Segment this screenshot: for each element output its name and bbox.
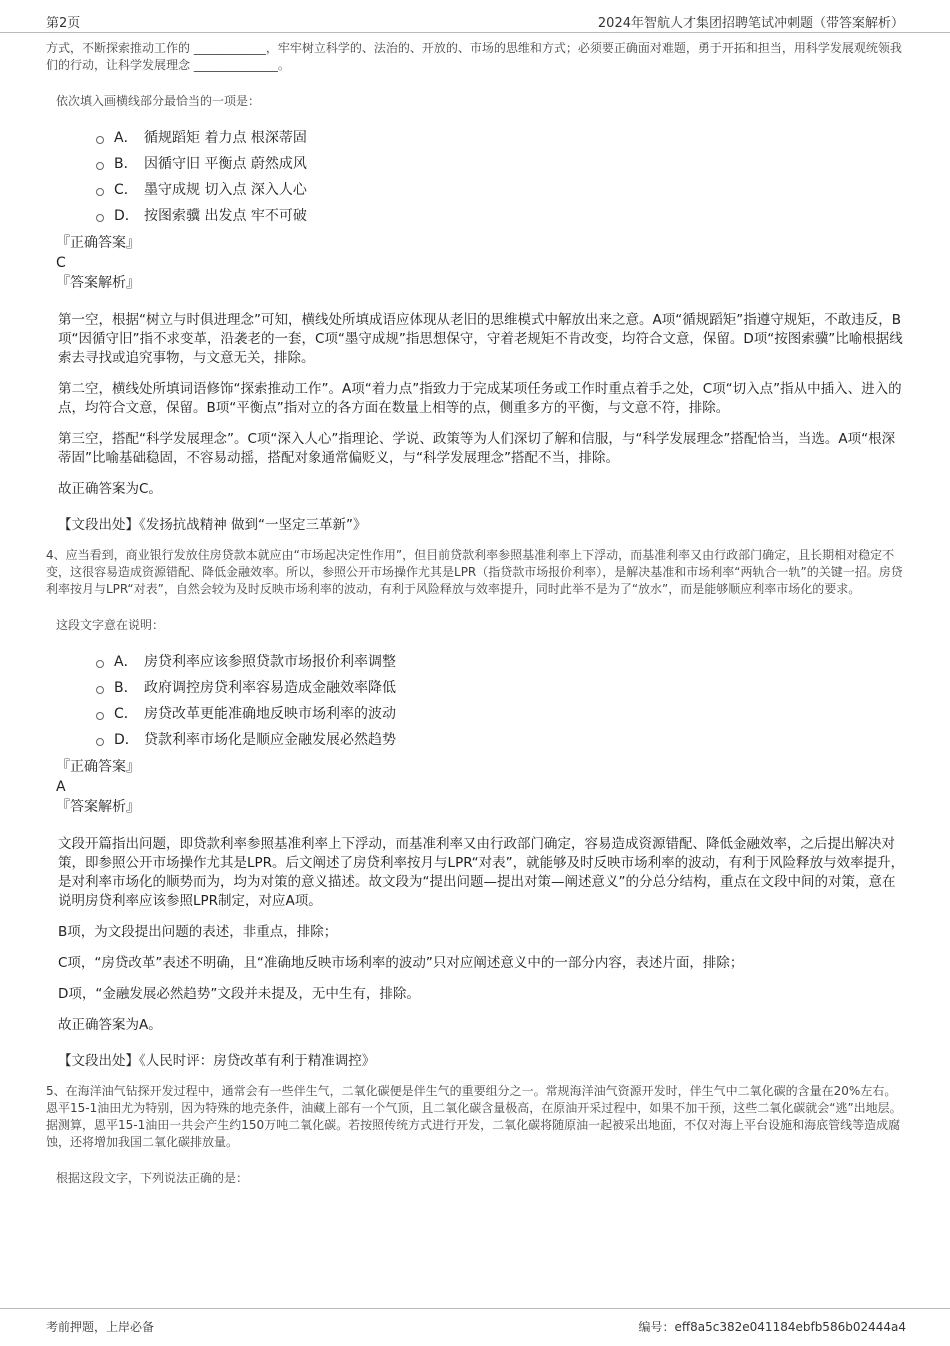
source-citation: 【文段出处】《发扬抗战精神 做到“一坚定三革新”》 — [58, 517, 367, 533]
analysis-paragraph: C项，“房贷改革”表述不明确，且“准确地反映市场利率的波动”只对应阐述意义中的一部分内容，表述片面，排除； — [58, 955, 744, 971]
page-content — [46, 40, 906, 1186]
source-citation: 【文段出处】《人民时评：房贷改革有利于精准调控》 — [58, 1053, 376, 1069]
page-number: 第2页 — [46, 16, 81, 31]
radio-icon[interactable] — [96, 712, 104, 720]
document-title: 2024年智航人才集团招聘笔试冲刺题（带答案解析） — [597, 16, 904, 31]
analysis-paragraph: 文段开篇指出问题，即贷款利率参照基准利率上下浮动，而基准利率又由行政部门确定，容易造成资源错配、降低金融效率，之后提出解决对策，即参照公开市场操作尤其是LPR。后文阐述了房贷利率按月与LPR“对表”，就能够及时反映市场利率的波动，有利于风险释放与效率提升，是对利率市场化的顺势而为，均为对策的意义描述。故文段为“提出问题—提出对策—阐述意义”的分总分结构，重点在文段中间的对策，意在说明房贷利率应该参照LPR制定，对应A项。 — [58, 836, 905, 909]
answer-value: A — [56, 779, 66, 795]
question-5-text: 5、在海洋油气钻探开发过程中，通常会有一些伴生气，二氧化碳便是伴生气的重要组分之一。常规海洋油气资源开发时，伴生气中二氧化碳的含量在20%左右。恩平15-1油田尤为特别，因为特殊的地壳条件，油藏上部有一个气顶，且二氧化碳含量极高，在原油开采过程中，如果不加干预，这些二氧化碳就会“逃”出地层。据测算，恩平15-1油田一共会产生约150万吨二氧化碳。若按照传统方式进行开发，二氧化碳将随原油一起被采出地面，不仅对海上平台设施和海底管线等造成腐蚀，还将增加我国二氧化碳排放量。 — [46, 1084, 902, 1149]
option-b[interactable]: B． 因循守旧 平衡点 蔚然成风 — [96, 151, 906, 177]
option-d[interactable]: D． 按图索骥 出发点 牢不可破 — [96, 203, 906, 229]
answer-label: 『正确答案』 — [56, 235, 140, 251]
analysis-paragraph: B项，为文段提出问题的表述，非重点，排除； — [58, 924, 338, 940]
question-4-text: 4、应当看到，商业银行发放住房贷款本就应由“市场起决定性作用”，但目前贷款利率参照基准利率上下浮动，而基准利率又由行政部门确定，且长期相对稳定不变，这很容易造成资源错配、降低金融效率。所以，参照公开市场操作尤其是LPR（指贷款市场报价利率），是解决基准和市场利率“两轨合一轨”的关键一招。房贷利率按月与LPR“对表”，自然会较为及时反映市场利率的波动，有利于风险释放与效率提升，同时此举不是为了“放水”，而是能够顺应利率市场化的要求。 — [46, 548, 903, 596]
radio-icon[interactable] — [96, 214, 104, 222]
answer-label: 『正确答案』 — [56, 759, 140, 775]
option-c[interactable]: C． 墨守成规 切入点 深入人心 — [96, 177, 906, 203]
question-4-prompt: 这段文字意在说明： — [56, 618, 165, 632]
option-a[interactable]: A． 房贷利率应该参照贷款市场报价利率调整 — [96, 649, 906, 675]
question-3-prompt: 依次填入画横线部分最恰当的一项是： — [56, 94, 261, 108]
option-c[interactable]: C． 房贷改革更能准确地反映市场利率的波动 — [96, 701, 906, 727]
analysis-label: 『答案解析』 — [56, 275, 140, 291]
analysis-paragraph: 第二空，横线处所填词语修饰“探索推动工作”。A项“着力点”指致力于完成某项任务或工作时重点着手之处，C项“切入点”指从中插入、进入的点，均符合文意，保留。B项“平衡点”指对立的各方面在数量上相等的点，侧重多方的平衡，与文意不符，排除。 — [58, 381, 902, 416]
question-3-options — [96, 125, 906, 229]
answer-value: C — [56, 255, 66, 271]
page-header — [0, 0, 950, 33]
radio-icon[interactable] — [96, 660, 104, 668]
analysis-paragraph: 故正确答案为C。 — [58, 481, 162, 497]
radio-icon[interactable] — [96, 162, 104, 170]
radio-icon[interactable] — [96, 188, 104, 196]
analysis-paragraph: 故正确答案为A。 — [58, 1017, 162, 1033]
question-4-options — [96, 649, 906, 753]
radio-icon[interactable] — [96, 136, 104, 144]
radio-icon[interactable] — [96, 686, 104, 694]
analysis-paragraph: 第一空，根据“树立与时俱进理念”可知，横线处所填成语应体现从老旧的思维模式中解放出来之意。A项“循规蹈矩”指遵守规矩，不敢违反，B项“因循守旧”指不求变革，沿袭老的一套，C项“墨守成规”指思想保守，守着老规矩不肯改变，均符合文意，保留。D项“按图索骥”比喻根据线索去寻找或追究事物，与文意无关，排除。 — [58, 312, 903, 366]
analysis-paragraph: 第三空，搭配“科学发展理念”。C项“深入人心”指理论、学说、政策等为人们深切了解和信服，与“科学发展理念”搭配恰当，当选。A项“根深蒂固”比喻基础稳固，不容易动摇，搭配对象通常偏贬义，与“科学发展理念”搭配不当，排除。 — [58, 431, 896, 466]
footer-slogan: 考前押题，上岸必备 — [46, 1320, 155, 1334]
question-3-text: 方式，不断探索推动工作的 ____________，牢牢树立科学的、法治的、开放的、市场的思维和方式；必须要正确面对难题，勇于开拓和担当，用科学发展观统领我们的行动，让科学发展理念 ______________。 — [46, 41, 902, 72]
question-5-prompt: 根据这段文字，下列说法正确的是： — [56, 1171, 249, 1185]
analysis-paragraph: D项，“金融发展必然趋势”文段并未提及，无中生有，排除。 — [58, 986, 420, 1002]
page-footer — [0, 1308, 950, 1346]
option-a[interactable]: A． 循规蹈矩 着力点 根深蒂固 — [96, 125, 906, 151]
radio-icon[interactable] — [96, 738, 104, 746]
analysis-label: 『答案解析』 — [56, 799, 140, 815]
document-id: 编号：eff8a5c382e041184ebfb586b02444a4 — [638, 1320, 906, 1334]
option-b[interactable]: B． 政府调控房贷利率容易造成金融效率降低 — [96, 675, 906, 701]
option-d[interactable]: D． 贷款利率市场化是顺应金融发展必然趋势 — [96, 727, 906, 753]
